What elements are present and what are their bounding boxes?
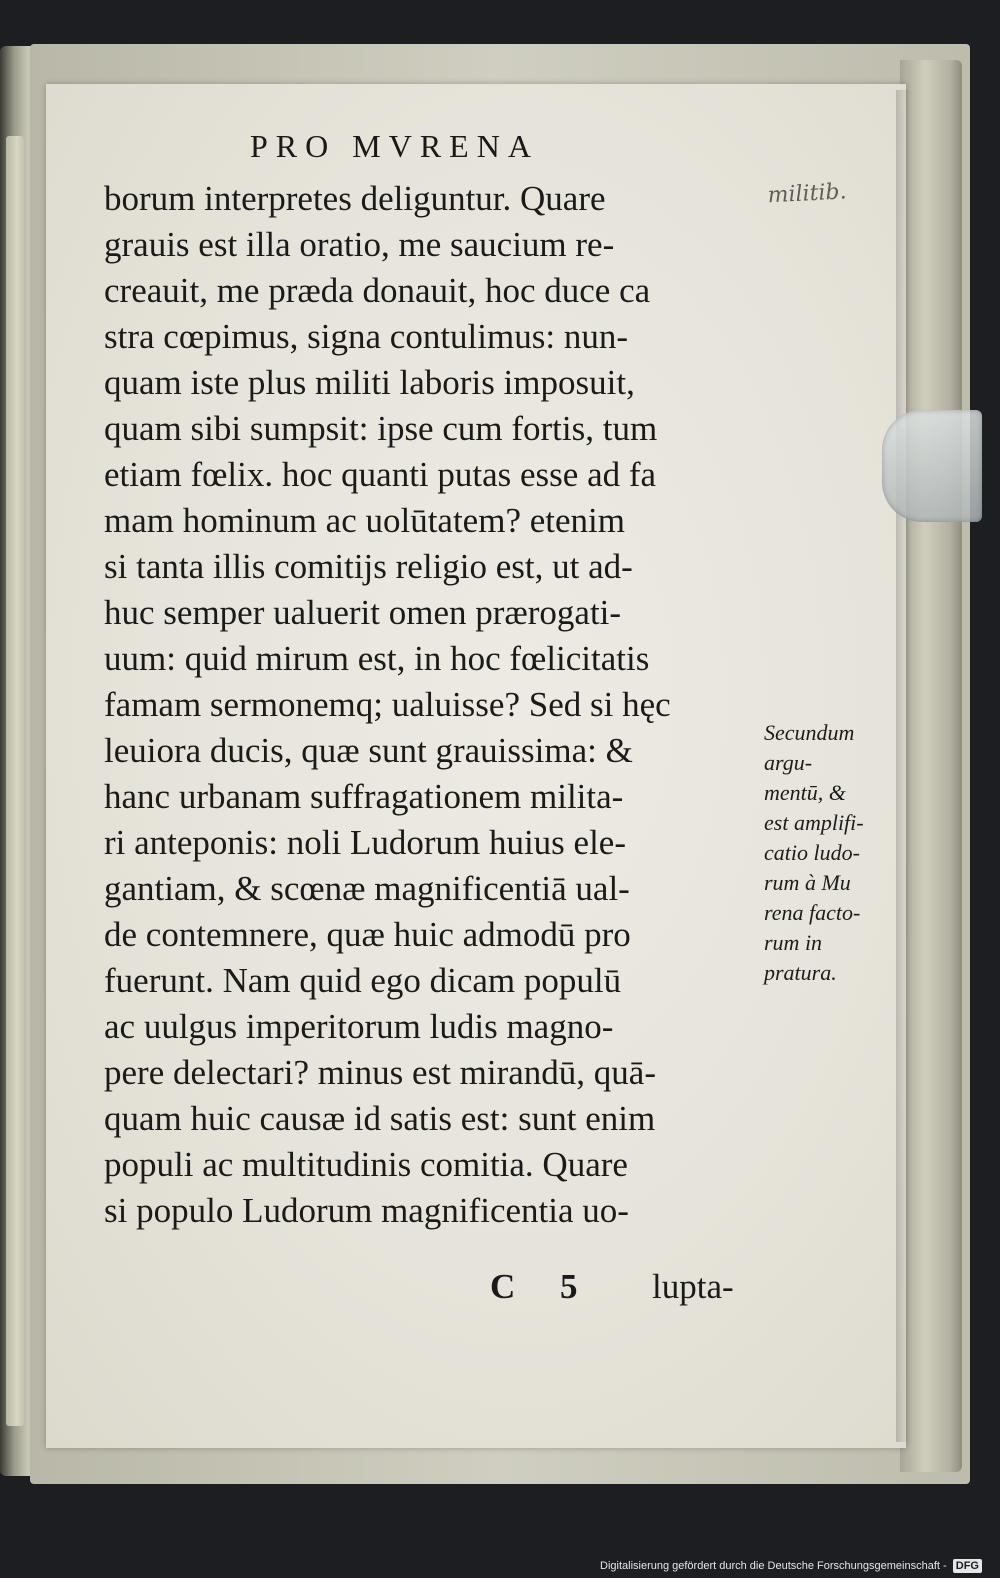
signature-mark: C	[490, 1267, 516, 1306]
text-line: borum interpretes deliguntur. Quare	[104, 179, 606, 218]
funding-text: Digitalisierung gefördert durch die Deutsche Forschungsgemeinschaft -	[600, 1560, 947, 1572]
signature-line	[104, 1264, 770, 1310]
text-line: fuerunt. Nam quid ego dicam populū	[104, 961, 622, 1000]
running-head: PRO MVRENA	[250, 128, 539, 164]
text-line: stra cœpimus, signa contulimus: nun-	[104, 317, 628, 356]
manuscript-annotation: militib.	[767, 179, 848, 209]
text-line: gantiam, & scœnæ magnificentiā ual-	[104, 869, 630, 908]
text-line: pere delectari? minus est mirandū, quā-	[104, 1053, 657, 1092]
funding-footer	[600, 1556, 996, 1576]
marginal-line: pratura.	[764, 960, 837, 985]
text-line: ri anteponis: noli Ludorum huius ele-	[104, 823, 626, 862]
text-line: grauis est illa oratio, me saucium re-	[104, 225, 615, 264]
text-line: quam iste plus militi laboris imposuit,	[104, 363, 635, 402]
text-line: de contemnere, quæ huic admodū pro	[104, 915, 631, 954]
text-line: si tanta illis comitijs religio est, ut ad-	[104, 547, 633, 586]
dfg-logo-icon: DFG	[953, 1559, 982, 1573]
marginal-line: est amplifi-	[764, 810, 864, 835]
marginal-note	[764, 718, 894, 988]
text-line: leuiora ducis, quæ sunt grauissima: &	[104, 731, 633, 770]
text-line: populi ac multitudinis comitia. Quare	[104, 1145, 628, 1184]
text-line: huc semper ualuerit omen prærogati-	[104, 593, 622, 632]
text-line: quam huic causæ id satis est: sunt enim	[104, 1099, 656, 1138]
text-line: uum: quid mirum est, in hoc fœlicitatis	[104, 639, 650, 678]
marginal-line: argu-	[764, 750, 813, 775]
text-line: famam sermonemq; ualuisse? Sed si hęc	[104, 685, 671, 724]
text-line: ac uulgus imperitorum ludis magno-	[104, 1007, 614, 1046]
binding-spine-strip	[6, 136, 24, 1426]
text-line: creauit, me præda donauit, hoc duce ca	[104, 271, 651, 310]
marginal-line: catio ludo-	[764, 840, 860, 865]
marginal-line: mentū, &	[764, 780, 846, 805]
text-line: mam hominum ac uolūtatem? etenim	[104, 501, 625, 540]
text-line: quam sibi sumpsit: ipse cum fortis, tum	[104, 409, 658, 448]
body-text	[104, 176, 770, 1234]
catchword: lupta-	[652, 1267, 734, 1306]
page-gutter-shadow	[896, 90, 910, 1442]
page-clip-tab	[882, 410, 982, 522]
marginal-line: rena facto-	[764, 900, 861, 925]
text-line: si populo Ludorum magnificentia uo-	[104, 1191, 629, 1230]
text-line: etiam fœlix. hoc quanti putas esse ad fa	[104, 455, 657, 494]
text-line: hanc urbanam suffragationem milita-	[104, 777, 624, 816]
marginal-line: rum in	[764, 930, 823, 955]
signature-number: 5	[560, 1267, 578, 1306]
marginal-line: Secundum	[764, 720, 855, 745]
marginal-line: rum à Mu	[764, 870, 851, 895]
